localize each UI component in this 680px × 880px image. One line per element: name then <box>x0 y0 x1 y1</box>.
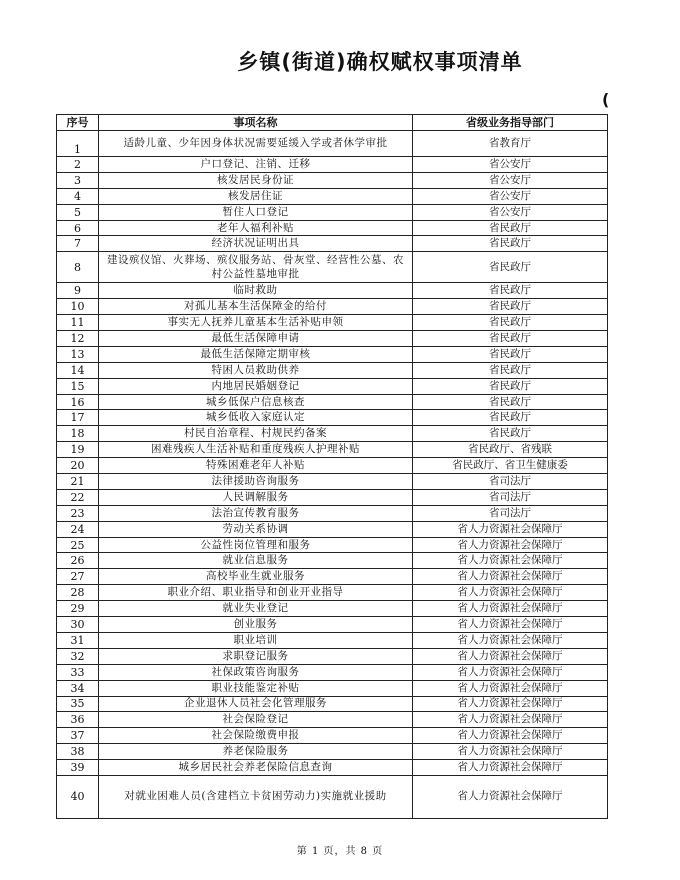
table-row <box>57 775 608 818</box>
row-dept: 省司法厅 <box>413 489 608 505</box>
table-row <box>57 204 608 220</box>
row-seq: 17 <box>57 410 99 426</box>
row-item-name: 求职登记服务 <box>99 648 413 664</box>
row-dept: 省人力资源社会保障厅 <box>413 553 608 569</box>
page-footer: 第 1 页，共 8 页 <box>296 846 384 857</box>
row-item-name: 法治宣传教育服务 <box>99 505 413 521</box>
table-row <box>57 617 608 633</box>
row-item-name: 适龄儿童、少年因身体状况需要延缓入学或者休学审批 <box>99 131 413 157</box>
table-row <box>57 252 608 283</box>
row-dept: 省人力资源社会保障厅 <box>413 696 608 712</box>
table-row <box>57 601 608 617</box>
table-row <box>57 632 608 648</box>
row-seq: 27 <box>57 569 99 585</box>
table-row <box>57 489 608 505</box>
row-dept: 省人力资源社会保障厅 <box>413 712 608 728</box>
row-item-name: 临时救助 <box>99 283 413 299</box>
row-seq: 7 <box>57 236 99 252</box>
row-dept: 省人力资源社会保障厅 <box>413 537 608 553</box>
table-row <box>57 553 608 569</box>
header-dept: 省级业务指导部门 <box>413 115 608 131</box>
row-dept: 省人力资源社会保障厅 <box>413 648 608 664</box>
table-row <box>57 680 608 696</box>
table-row <box>57 442 608 458</box>
row-dept: 省民政厅、省卫生健康委 <box>413 458 608 474</box>
row-item-name: 村民自治章程、村规民约备案 <box>99 426 413 442</box>
table-row <box>57 362 608 378</box>
row-dept: 省人力资源社会保障厅 <box>413 680 608 696</box>
row-item-name: 户口登记、注销、迁移 <box>99 157 413 173</box>
row-dept: 省司法厅 <box>413 474 608 490</box>
row-dept: 省人力资源社会保障厅 <box>413 617 608 633</box>
row-item-name: 社会保险缴费申报 <box>99 728 413 744</box>
table-row <box>57 426 608 442</box>
row-seq: 34 <box>57 680 99 696</box>
row-item-name: 法律援助咨询服务 <box>99 474 413 490</box>
row-seq: 20 <box>57 458 99 474</box>
row-dept: 省公安厅 <box>413 204 608 220</box>
table-row <box>57 283 608 299</box>
row-seq: 8 <box>57 252 99 283</box>
row-dept: 省人力资源社会保障厅 <box>413 664 608 680</box>
row-dept: 省人力资源社会保障厅 <box>413 569 608 585</box>
table-row <box>57 505 608 521</box>
row-seq: 26 <box>57 553 99 569</box>
row-seq: 25 <box>57 537 99 553</box>
table-row <box>57 410 608 426</box>
row-dept: 省人力资源社会保障厅 <box>413 728 608 744</box>
row-item-name: 职业介绍、职业指导和创业开业指导 <box>99 585 413 601</box>
table-row <box>57 537 608 553</box>
row-dept: 省人力资源社会保障厅 <box>413 585 608 601</box>
table-row <box>57 172 608 188</box>
row-item-name: 社会保险登记 <box>99 712 413 728</box>
row-seq: 3 <box>57 172 99 188</box>
row-item-name: 对就业困难人员(含建档立卡贫困劳动力)实施就业援助 <box>99 775 413 818</box>
row-item-name: 社保政策咨询服务 <box>99 664 413 680</box>
row-item-name: 就业信息服务 <box>99 553 413 569</box>
row-seq: 32 <box>57 648 99 664</box>
row-dept: 省民政厅 <box>413 426 608 442</box>
table-row <box>57 378 608 394</box>
table-row <box>57 157 608 173</box>
row-dept: 省民政厅 <box>413 299 608 315</box>
table-row <box>57 474 608 490</box>
row-item-name: 经济状况证明出具 <box>99 236 413 252</box>
row-item-name: 内地居民婚姻登记 <box>99 378 413 394</box>
row-seq: 28 <box>57 585 99 601</box>
row-item-name: 核发居住证 <box>99 188 413 204</box>
row-seq: 33 <box>57 664 99 680</box>
row-dept: 省民政厅 <box>413 362 608 378</box>
row-item-name: 特殊困难老年人补贴 <box>99 458 413 474</box>
table-row <box>57 664 608 680</box>
row-item-name: 暂住人口登记 <box>99 204 413 220</box>
row-dept: 省民政厅 <box>413 331 608 347</box>
row-seq: 22 <box>57 489 99 505</box>
row-seq: 37 <box>57 728 99 744</box>
row-item-name: 高校毕业生就业服务 <box>99 569 413 585</box>
row-item-name: 最低生活保障申请 <box>99 331 413 347</box>
row-item-name: 创业服务 <box>99 617 413 633</box>
table-row <box>57 760 608 776</box>
row-dept: 省公安厅 <box>413 188 608 204</box>
row-dept: 省司法厅 <box>413 505 608 521</box>
row-dept: 省人力资源社会保障厅 <box>413 775 608 818</box>
table-row <box>57 521 608 537</box>
row-dept: 省公安厅 <box>413 157 608 173</box>
row-dept: 省民政厅 <box>413 220 608 236</box>
row-seq: 29 <box>57 601 99 617</box>
table-row <box>57 744 608 760</box>
row-seq: 24 <box>57 521 99 537</box>
row-seq: 1 <box>57 131 99 157</box>
row-seq: 38 <box>57 744 99 760</box>
table-row <box>57 299 608 315</box>
table-row <box>57 220 608 236</box>
row-dept: 省民政厅 <box>413 283 608 299</box>
row-seq: 31 <box>57 632 99 648</box>
row-seq: 4 <box>57 188 99 204</box>
row-item-name: 特困人员救助供养 <box>99 362 413 378</box>
row-item-name: 困难残疾人生活补贴和重度残疾人护理补贴 <box>99 442 413 458</box>
table-row <box>57 728 608 744</box>
row-item-name: 企业退休人员社会化管理服务 <box>99 696 413 712</box>
row-dept: 省民政厅、省残联 <box>413 442 608 458</box>
row-item-name: 劳动关系协调 <box>99 521 413 537</box>
row-dept: 省民政厅 <box>413 252 608 283</box>
table-row <box>57 236 608 252</box>
row-seq: 18 <box>57 426 99 442</box>
table-row <box>57 394 608 410</box>
row-dept: 省人力资源社会保障厅 <box>413 601 608 617</box>
row-item-name: 城乡居民社会养老保险信息查询 <box>99 760 413 776</box>
row-item-name: 公益性岗位管理和服务 <box>99 537 413 553</box>
row-item-name: 职业技能鉴定补贴 <box>99 680 413 696</box>
row-seq: 35 <box>57 696 99 712</box>
row-seq: 5 <box>57 204 99 220</box>
table-row <box>57 315 608 331</box>
table-row <box>57 712 608 728</box>
row-seq: 30 <box>57 617 99 633</box>
row-item-name: 职业培训 <box>99 632 413 648</box>
row-dept: 省民政厅 <box>413 378 608 394</box>
table-row <box>57 331 608 347</box>
row-dept: 省人力资源社会保障厅 <box>413 760 608 776</box>
row-seq: 19 <box>57 442 99 458</box>
row-item-name: 养老保险服务 <box>99 744 413 760</box>
row-seq: 9 <box>57 283 99 299</box>
row-dept: 省民政厅 <box>413 394 608 410</box>
row-item-name: 最低生活保障定期审核 <box>99 346 413 362</box>
row-seq: 15 <box>57 378 99 394</box>
paren-mark: ( <box>602 90 610 109</box>
row-seq: 13 <box>57 346 99 362</box>
row-seq: 21 <box>57 474 99 490</box>
row-seq: 12 <box>57 331 99 347</box>
row-item-name: 对孤儿基本生活保障金的给付 <box>99 299 413 315</box>
row-seq: 14 <box>57 362 99 378</box>
table-row <box>57 188 608 204</box>
items-table <box>56 114 608 819</box>
row-seq: 6 <box>57 220 99 236</box>
row-item-name: 老年人福利补贴 <box>99 220 413 236</box>
table-header-row <box>57 115 608 131</box>
row-seq: 23 <box>57 505 99 521</box>
row-dept: 省人力资源社会保障厅 <box>413 744 608 760</box>
header-item-name: 事项名称 <box>99 115 413 131</box>
row-seq: 16 <box>57 394 99 410</box>
row-seq: 10 <box>57 299 99 315</box>
row-item-name: 核发居民身份证 <box>99 172 413 188</box>
row-seq: 36 <box>57 712 99 728</box>
table-row <box>57 346 608 362</box>
row-dept: 省民政厅 <box>413 346 608 362</box>
table-row <box>57 131 608 157</box>
page-title: 乡镇(街道)确权赋权事项清单 <box>237 50 523 74</box>
row-item-name: 人民调解服务 <box>99 489 413 505</box>
row-item-name: 事实无人抚养儿童基本生活补贴申领 <box>99 315 413 331</box>
row-dept: 省民政厅 <box>413 236 608 252</box>
row-item-name: 就业失业登记 <box>99 601 413 617</box>
row-dept: 省教育厅 <box>413 131 608 157</box>
row-seq: 40 <box>57 775 99 818</box>
row-item-name: 建设殡仪馆、火葬场、殡仪服务站、骨灰堂、经营性公墓、农村公益性墓地审批 <box>99 252 413 283</box>
table-body <box>57 131 608 819</box>
header-seq: 序号 <box>57 115 99 131</box>
row-dept: 省人力资源社会保障厅 <box>413 521 608 537</box>
table-row <box>57 569 608 585</box>
table-row <box>57 696 608 712</box>
row-dept: 省人力资源社会保障厅 <box>413 632 608 648</box>
row-item-name: 城乡低收入家庭认定 <box>99 410 413 426</box>
row-item-name: 城乡低保户信息核查 <box>99 394 413 410</box>
row-seq: 11 <box>57 315 99 331</box>
row-seq: 2 <box>57 157 99 173</box>
row-dept: 省公安厅 <box>413 172 608 188</box>
row-seq: 39 <box>57 760 99 776</box>
table-row <box>57 648 608 664</box>
row-dept: 省民政厅 <box>413 315 608 331</box>
table-row <box>57 458 608 474</box>
table-row <box>57 585 608 601</box>
row-dept: 省民政厅 <box>413 410 608 426</box>
